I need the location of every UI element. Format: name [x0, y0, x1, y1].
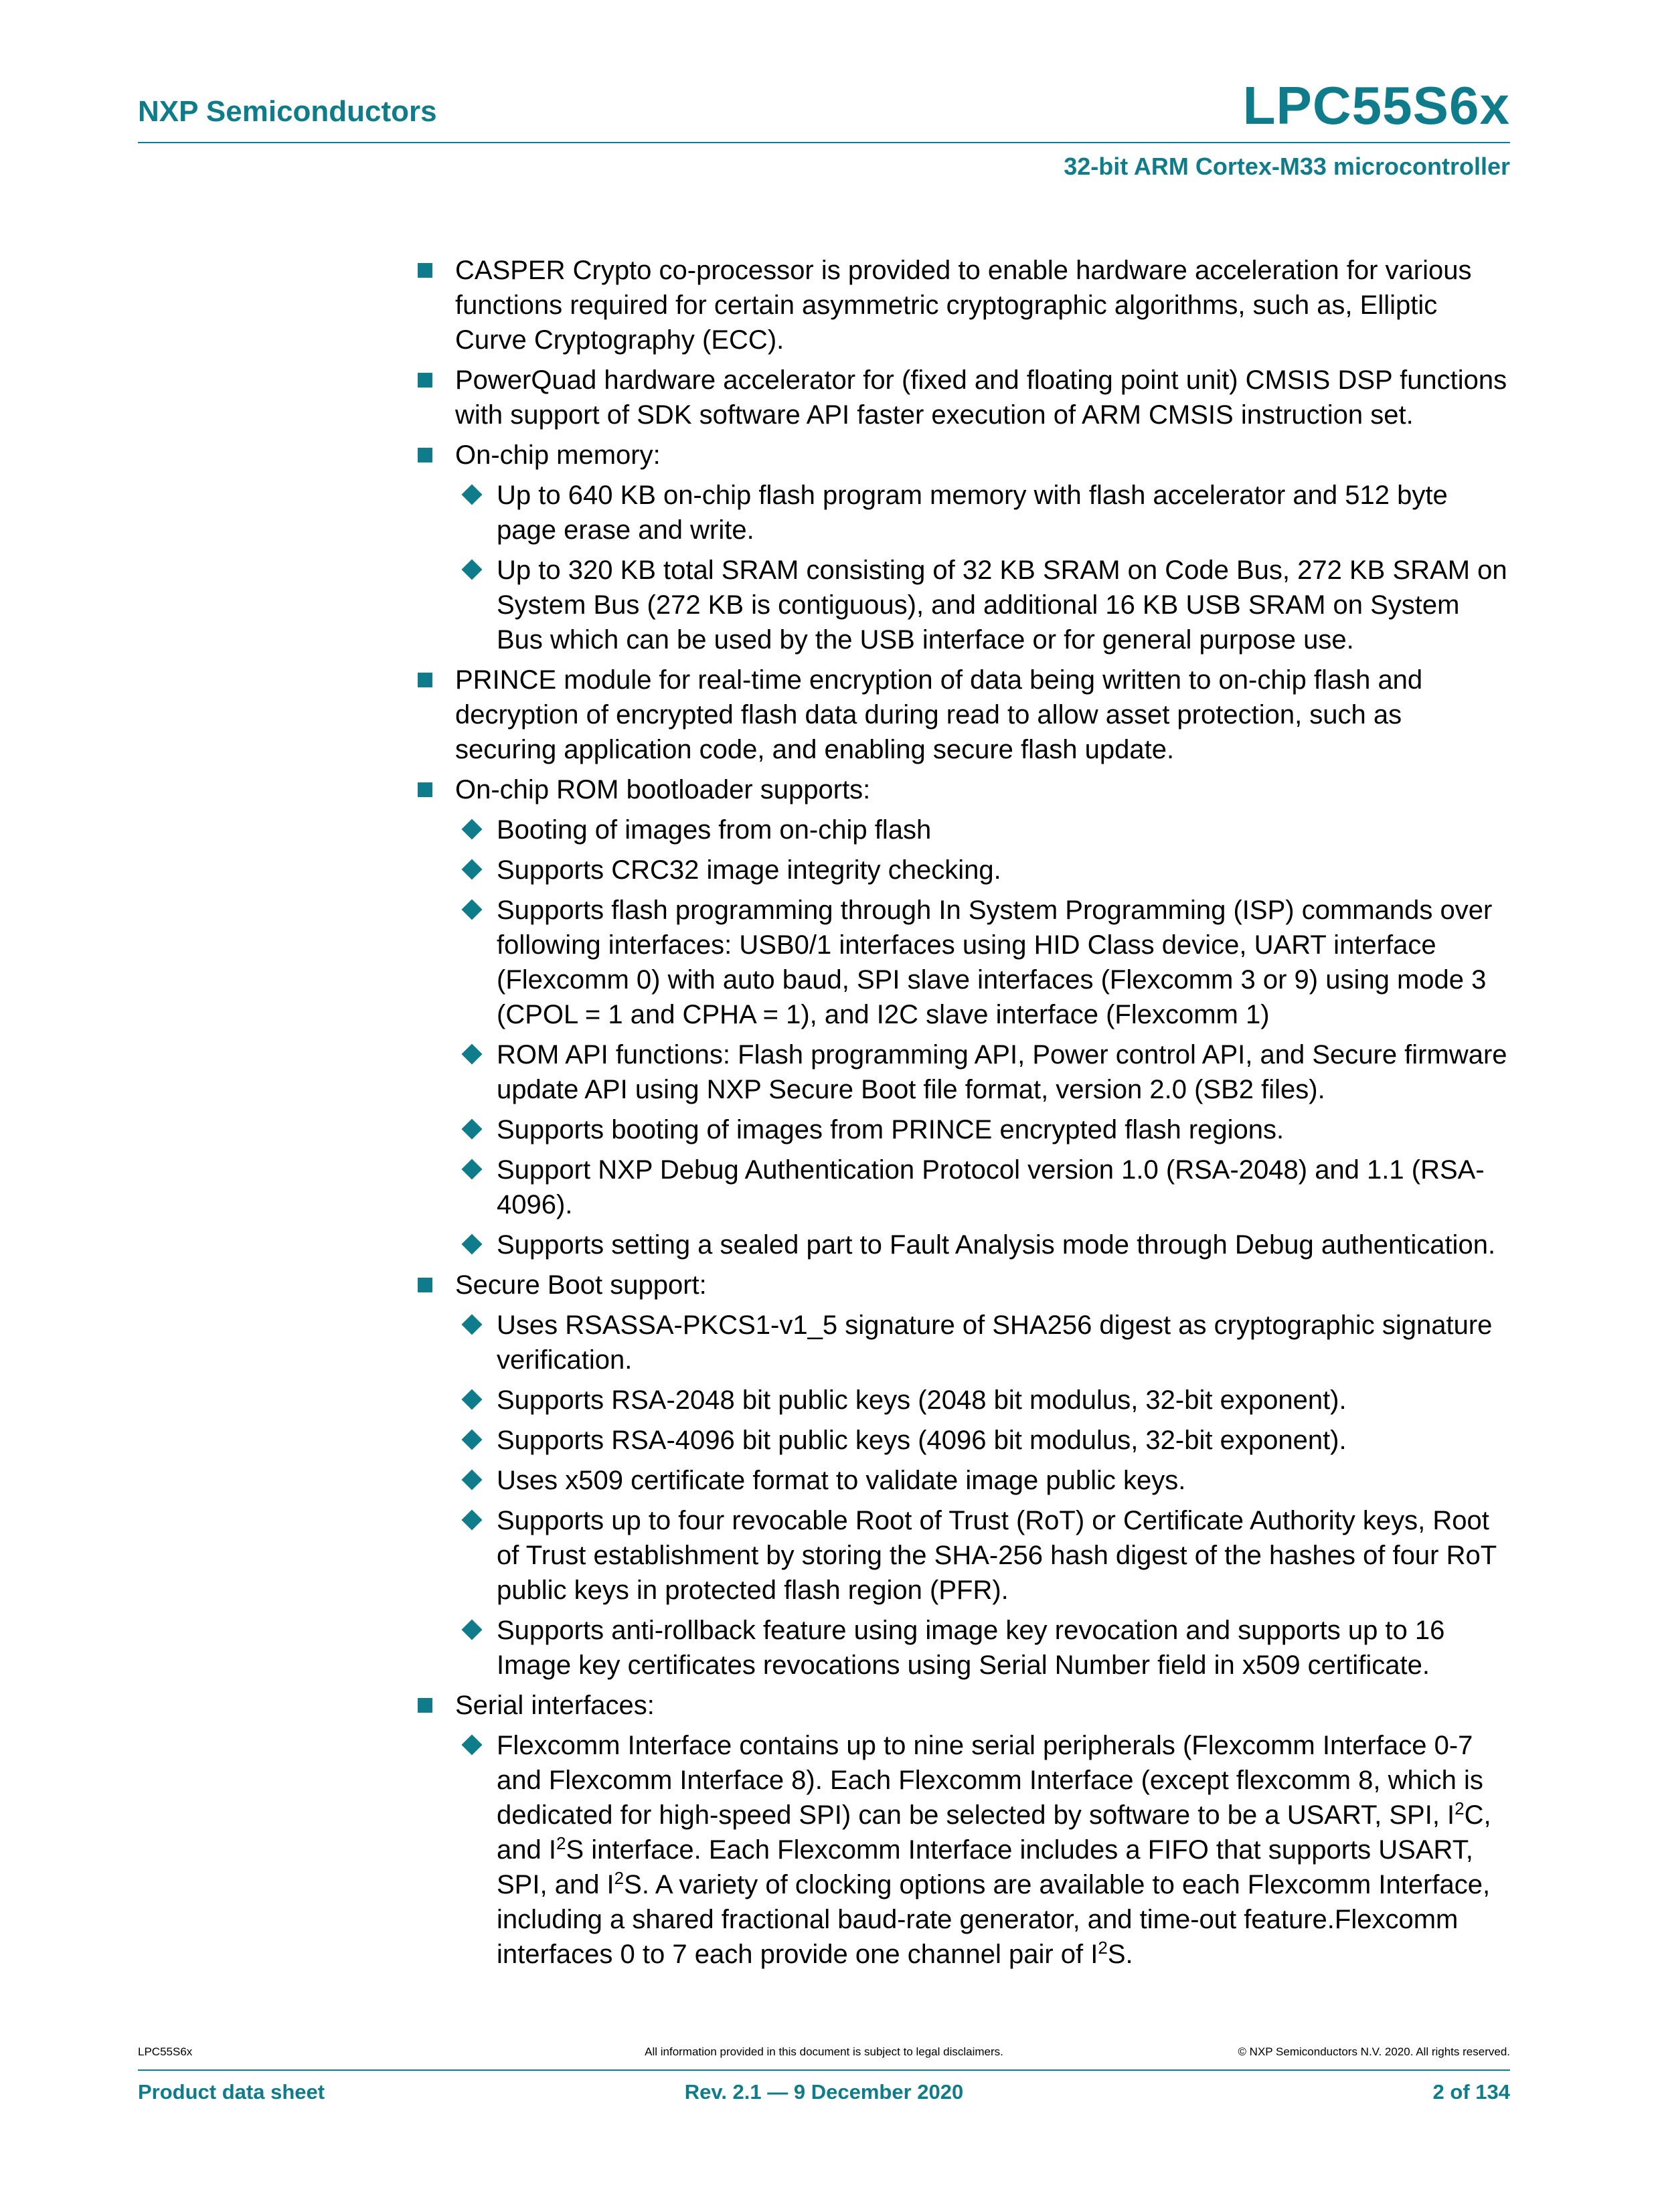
header-divider: [138, 142, 1510, 143]
list-item-text: PRINCE module for real-time encryption of data being written to on-chip flash and decryption of encrypted flash data during read to allow asset protection, such as securing application code, and enabling secure flash update.: [455, 665, 1423, 764]
sub-list-item: [412, 1463, 1510, 1498]
superscript: 2: [1098, 1938, 1108, 1958]
list-item-text: PowerQuad hardware accelerator for (fixed and floating point unit) CMSIS DSP functions with support of SDK software API faster execution of ARM CMSIS instruction set.: [455, 365, 1507, 430]
list-item-text: Serial interfaces:: [455, 1691, 655, 1720]
diamond-bullet-icon: [461, 819, 482, 839]
list-item: [412, 253, 1510, 357]
sub-list-item: [412, 1503, 1510, 1608]
diamond-bullet-icon: [461, 1159, 482, 1179]
diamond-bullet-icon: [461, 1233, 482, 1254]
sub-list-item-text: Supports flash programming through In System Programming (ISP) commands over following interfaces: USB0/1 interfaces using HID Class device, UART interface (Flexcomm 0) with auto baud, SPI slave interfaces (Flexcomm 3 or 9) using mode 3 (CPOL = 1 and CPHA = 1), and I2C slave interface (Flexcomm 1): [497, 896, 1493, 1029]
sub-list-item: [412, 1613, 1510, 1683]
square-bullet-icon: [418, 1278, 432, 1292]
sub-list-item-text: Uses RSASSA-PKCS1-v1_5 signature of SHA256 digest as cryptographic signature verification.: [497, 1310, 1493, 1375]
footer-page-number: 2 of 134: [1432, 2080, 1510, 2104]
diamond-bullet-icon: [461, 1043, 482, 1064]
square-bullet-icon: [418, 373, 432, 388]
square-bullet-icon: [418, 263, 432, 278]
text-run: S interface. Each Flexcomm Interface includes a FIFO that supports USART, SPI, and I: [497, 1835, 1473, 1899]
list-item: [412, 438, 1510, 473]
sub-list-item-text: Supports anti-rollback feature using image key revocation and supports up to 16 Image key certificates revocations using Serial Number field in x509 certificate.: [497, 1616, 1445, 1680]
flexcomm-description: [497, 1731, 1491, 1969]
diamond-bullet-icon: [461, 1509, 482, 1530]
square-bullet-icon: [418, 673, 432, 687]
list-item-text: On-chip ROM bootloader supports:: [455, 775, 871, 804]
list-item: [412, 1688, 1510, 1723]
sub-list-item-text: Support NXP Debug Authentication Protocol version 1.0 (RSA-2048) and 1.1 (RSA-4096).: [497, 1155, 1485, 1219]
superscript: 2: [1455, 1798, 1465, 1818]
footer-legal-row: [138, 2045, 1510, 2061]
footer-divider: [138, 2069, 1510, 2071]
sub-list-item: [412, 1423, 1510, 1458]
sub-list-item-text: Booting of images from on-chip flash: [497, 815, 932, 845]
text-run: Flexcomm Interface contains up to nine serial peripherals (Flexcomm Interface 0-7 and Flexcomm Interface 8). Each Flexcomm Interface (except flexcomm 8, which is dedicated for high-speed SPI) can be selected by software to be a USART, SPI, I: [497, 1731, 1483, 1830]
list-item: [412, 663, 1510, 767]
footer-info-row: [138, 2080, 1510, 2107]
square-bullet-icon: [418, 782, 432, 797]
diamond-bullet-icon: [461, 1734, 482, 1755]
sub-list-item: [412, 478, 1510, 547]
superscript: 2: [614, 1868, 625, 1888]
diamond-bullet-icon: [461, 1619, 482, 1640]
text-run: C, and I: [497, 1800, 1491, 1865]
sub-list-item: [412, 813, 1510, 847]
square-bullet-icon: [418, 1698, 432, 1713]
sub-list-item: [412, 1112, 1510, 1147]
footer-doc-type: Product data sheet: [138, 2080, 325, 2104]
sub-list-item-text: Supports RSA-2048 bit public keys (2048 bit modulus, 32-bit exponent).: [497, 1385, 1347, 1415]
sub-list-item-text: ROM API functions: Flash programming API, Power control API, and Secure firmware update API using NXP Secure Boot file format, version 2.0 (SB2 files).: [497, 1040, 1507, 1104]
footer-revision: Rev. 2.1 — 9 December 2020: [684, 2080, 964, 2104]
sub-list-item-text: Supports booting of images from PRINCE encrypted flash regions.: [497, 1115, 1284, 1144]
diamond-bullet-icon: [461, 1389, 482, 1410]
list-item: [412, 363, 1510, 432]
footer-doc-id: LPC55S6x: [138, 2045, 193, 2058]
feature-list: [412, 253, 1510, 1977]
diamond-bullet-icon: [461, 1469, 482, 1490]
diamond-bullet-icon: [461, 1429, 482, 1450]
sub-list-item-text: Supports RSA-4096 bit public keys (4096 bit modulus, 32-bit exponent).: [497, 1426, 1347, 1455]
sub-list-item-text: Up to 640 KB on-chip flash program memory with flash accelerator and 512 byte page erase and write.: [497, 481, 1448, 545]
diamond-bullet-icon: [461, 484, 482, 505]
list-item: [412, 1268, 1510, 1302]
square-bullet-icon: [418, 448, 432, 462]
sub-list-item: [412, 853, 1510, 887]
sub-list-item: [412, 1153, 1510, 1222]
diamond-bullet-icon: [461, 559, 482, 580]
diamond-bullet-icon: [461, 1118, 482, 1139]
sub-list-item-text: Supports setting a sealed part to Fault Analysis mode through Debug authentication.: [497, 1230, 1496, 1260]
sub-list-item: [412, 1227, 1510, 1262]
diamond-bullet-icon: [461, 1314, 482, 1335]
diamond-bullet-icon: [461, 859, 482, 879]
company-name: NXP Semiconductors: [138, 95, 437, 128]
footer-disclaimer: All information provided in this document is subject to legal disclaimers.: [645, 2045, 1003, 2058]
list-item-text: On-chip memory:: [455, 440, 661, 470]
list-item-text: Secure Boot support:: [455, 1270, 707, 1300]
diamond-bullet-icon: [461, 899, 482, 920]
sub-list-item: [412, 1383, 1510, 1418]
sub-list-item: [412, 1728, 1510, 1972]
sub-list-item-text: Up to 320 KB total SRAM consisting of 32 KB SRAM on Code Bus, 272 KB SRAM on System Bus (272 KB is contiguous), and additional 16 KB USB SRAM on System Bus which can be used by the USB interface or for general purpose use.: [497, 556, 1507, 655]
sub-list-item-text: Uses x509 certificate format to validate image public keys.: [497, 1466, 1186, 1495]
text-run: S.: [1107, 1940, 1133, 1969]
sub-list-item: [412, 893, 1510, 1032]
sub-list-item-text: Supports CRC32 image integrity checking.: [497, 855, 1001, 885]
sub-list-item: [412, 1308, 1510, 1377]
superscript: 2: [556, 1833, 566, 1853]
sub-list-item-text: Supports up to four revocable Root of Trust (RoT) or Certificate Authority keys, Root of Trust establishment by storing the SHA-256 hash digest of the hashes of four RoT public keys in protected flash region (PFR).: [497, 1506, 1497, 1605]
product-title: LPC55S6x: [1242, 76, 1510, 135]
list-item-text: CASPER Crypto co-processor is provided to enable hardware acceleration for various functions required for certain asymmetric cryptographic algorithms, such as, Elliptic Curve Cryptography (ECC).: [455, 256, 1472, 355]
sub-list-item: [412, 553, 1510, 657]
list-item: [412, 772, 1510, 807]
footer-copyright: © NXP Semiconductors N.V. 2020. All rights reserved.: [1238, 2045, 1510, 2058]
sub-list-item: [412, 1037, 1510, 1107]
text-run: S. A variety of clocking options are available to each Flexcomm Interface, including a shared fractional baud-rate generator, and time-out feature.Flexcomm interfaces 0 to 7 each provide one channel pair of I: [497, 1870, 1491, 1969]
product-subtitle: 32-bit ARM Cortex-M33 microcontroller: [1064, 153, 1510, 180]
